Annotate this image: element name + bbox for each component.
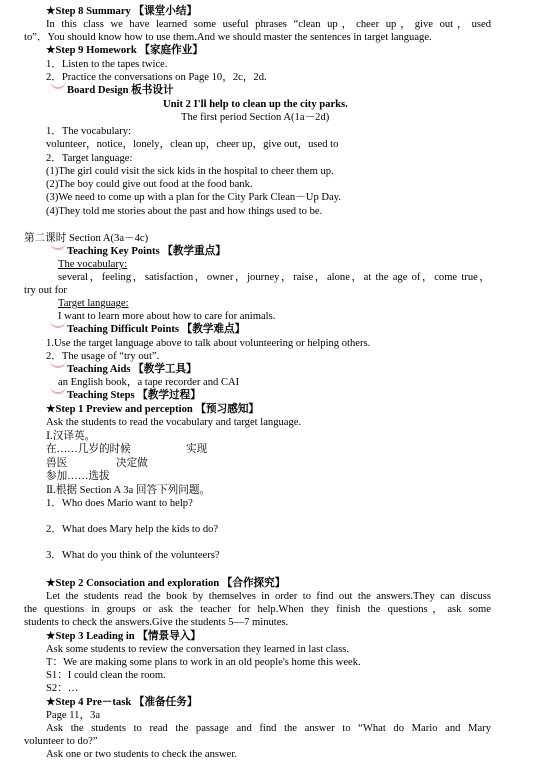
- period-title: The first period Section A(1a－2d): [181, 112, 330, 123]
- step3-heading: ★Step 3 Leading in 【情景导入】: [46, 631, 201, 642]
- difficult-points-heading: Teaching Difficult Points 【教学难点】: [67, 324, 246, 335]
- translate-item: 兽医: [46, 458, 68, 469]
- question-item: 1．Who does Mario want to help?: [46, 498, 193, 509]
- dialogue-line: S2：…: [46, 683, 79, 694]
- target-sentence: (3)We need to come up with a plan for the City Park Clean－Up Day.: [46, 192, 342, 203]
- dialogue-line: T：We are making some plans to work in an old people's home this week.: [46, 657, 361, 668]
- step9-heading: ★Step 9 Homework 【家庭作业】: [46, 45, 203, 56]
- step8-line1: In this class we have learned some useful phrases “clean up，cheer up，give out，used: [46, 19, 491, 30]
- teaching-aids: an English book，a tape recorder and CAI: [58, 377, 240, 388]
- heading-marker-icon: [50, 359, 66, 368]
- homework-item: 1．Listen to the tapes twice.: [46, 59, 168, 70]
- step4-heading: ★Step 4 Pre－task 【准备任务】: [46, 697, 198, 708]
- heading-marker-icon: [50, 241, 66, 250]
- step4-line: Ask one or two students to check the answer.: [46, 749, 237, 760]
- target-label: 2．Target language:: [46, 153, 133, 164]
- heading-marker-icon: [50, 385, 66, 394]
- target-sentence: I want to learn more about how to care for animals.: [58, 311, 276, 322]
- translate-item: 实现: [186, 444, 208, 455]
- questions-label: Ⅱ.根据 Section A 3a 回答下列问题。: [46, 485, 211, 496]
- translate-label: Ⅰ.汉译英。: [46, 431, 96, 442]
- vocab-label: 1．The vocabulary:: [46, 126, 132, 137]
- target-sentence: (4)They told me stories about the past and how things used to be.: [46, 206, 323, 217]
- step8-heading: ★Step 8 Summary 【课堂小结】: [46, 6, 198, 17]
- target-label: Target language:: [58, 298, 129, 309]
- dialogue-line: S1：I could clean the room.: [46, 670, 166, 681]
- vocab-list: volunteer，notice，lonely，clean up，cheer up，give out，used to: [46, 139, 339, 150]
- step2-line: the questions in groups or ask the teacher for help.When they finish the questions，ask some: [24, 604, 491, 615]
- heading-marker-icon: [50, 80, 66, 89]
- target-sentence: (2)The boy could give out food at the food bank.: [46, 179, 253, 190]
- vocab-label: The vocabulary:: [58, 259, 128, 270]
- step4-line: Page 11，3a: [46, 710, 101, 721]
- step1-heading: ★Step 1 Preview and perception 【预习感知】: [46, 404, 260, 415]
- key-points-heading: Teaching Key Points 【教学重点】: [67, 246, 226, 257]
- step2-line: Let the students read the book by themselves in order to find out the answers.They can discuss: [46, 591, 491, 602]
- teaching-steps-heading: Teaching Steps 【教学过程】: [67, 390, 201, 401]
- translate-item: 在……几岁的时候: [46, 444, 131, 455]
- heading-marker-icon: [50, 319, 66, 328]
- vocab-list-cont: try out for: [24, 285, 67, 296]
- question-item: 3．What do you think of the volunteers?: [46, 550, 220, 561]
- teaching-aids-heading: Teaching Aids 【教学工具】: [67, 364, 197, 375]
- translate-item: 决定做: [116, 458, 148, 469]
- question-item: 2．What does Mary help the kids to do?: [46, 524, 219, 535]
- step3-line: Ask some students to review the conversation they learned in last class.: [46, 644, 350, 655]
- step4-line: volunteer to do?”: [24, 736, 98, 747]
- step4-line: Ask the students to read the passage and find the answer to “What do Mario and Mary: [46, 723, 491, 734]
- step8-line2: to”．You should know how to use them.And we should master the sentences in target language.: [24, 32, 432, 43]
- difficult-point: 1.Use the target language above to talk about volunteering or helping others.: [46, 338, 371, 349]
- homework-item: 2．Practice the conversations on Page 10，2c，2d.: [46, 72, 267, 83]
- period2-heading: 第二课时 Section A(3a－4c): [24, 233, 149, 244]
- step2-line: students to check the answers.Give the students 5—7 minutes.: [24, 617, 289, 628]
- vocab-list: several，feeling，satisfaction，owner，journey，raise，alone，at the age of，come true，: [58, 272, 490, 283]
- board-design-heading: Board Design 板书设计: [67, 85, 174, 96]
- unit-title: Unit 2 I'll help to clean up the city parks.: [163, 99, 348, 110]
- step2-heading: ★Step 2 Consociation and exploration 【合作探究】: [46, 578, 286, 589]
- target-sentence: (1)The girl could visit the sick kids in the hospital to cheer them up.: [46, 166, 334, 177]
- difficult-point: 2．The usage of “try out”.: [46, 351, 160, 362]
- translate-item: 参加……选拔: [46, 471, 110, 482]
- step1-intro: Ask the students to read the vocabulary and target language.: [46, 417, 302, 428]
